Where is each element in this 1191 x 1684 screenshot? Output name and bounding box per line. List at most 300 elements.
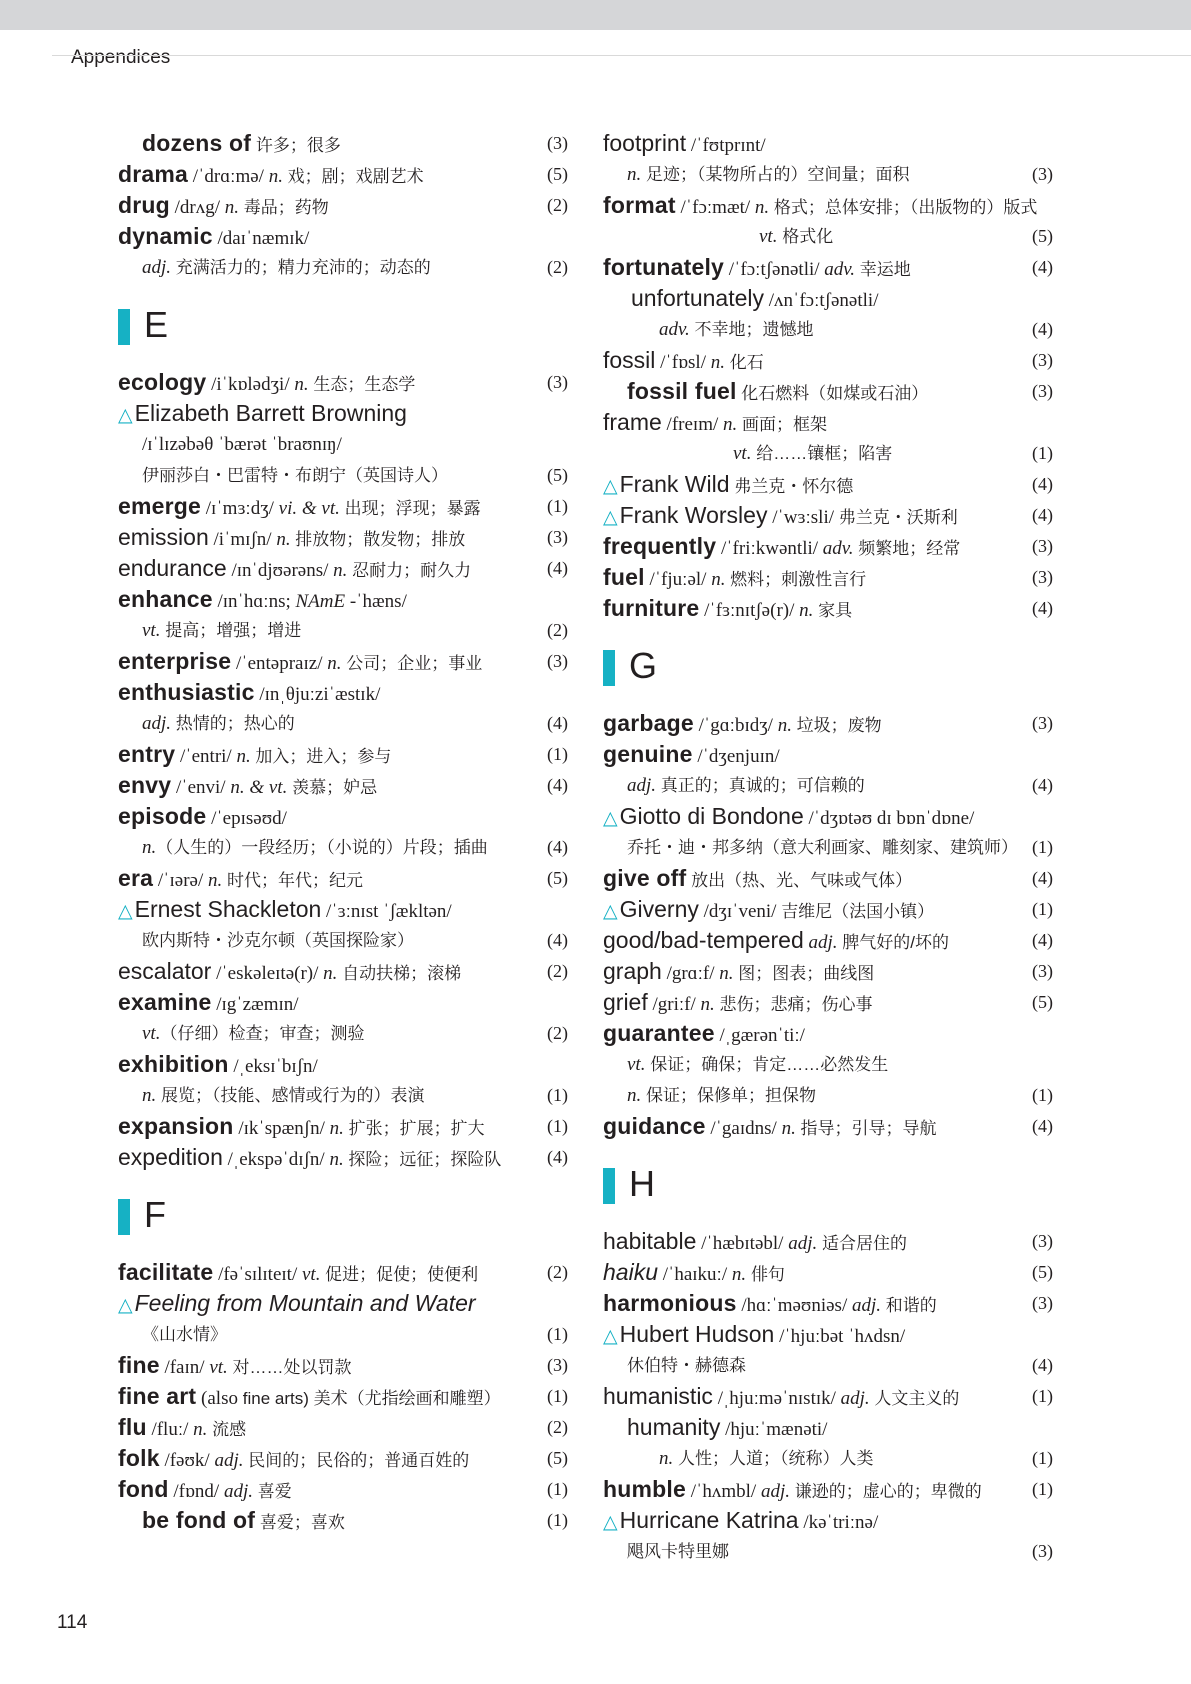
glossary-line <box>118 615 568 646</box>
glossary-line <box>118 925 568 956</box>
headword: humanity <box>627 1414 721 1440</box>
phonetic: /ɪnˈhɑːns; <box>212 591 296 612</box>
definition-text: 人文主义的 <box>869 1389 960 1408</box>
definition-text: 自动扶梯；滚梯 <box>337 964 462 983</box>
part-of-speech: n. <box>327 653 342 674</box>
unit-number: (4) <box>1032 930 1053 950</box>
unit-number: (2) <box>547 1023 568 1043</box>
phonetic: /ˈfriːkwəntli/ <box>716 538 823 559</box>
phonetic: /daɪˈnæmɪk/ <box>212 228 310 249</box>
unit-number: (1) <box>1032 443 1053 463</box>
part-of-speech: adv. <box>659 319 690 340</box>
glossary-line <box>603 562 1053 593</box>
phonetic: /griːf/ <box>647 994 701 1015</box>
glossary-line <box>603 739 1053 770</box>
headword: Frank Wild <box>619 471 730 497</box>
glossary-line <box>118 956 568 987</box>
headword: footprint <box>603 130 687 156</box>
glossary-line <box>603 770 1053 801</box>
phonetic: /ɪˈmɜːdʒ/ <box>201 498 279 519</box>
part-of-speech: adj. <box>627 775 657 796</box>
part-of-speech: n. <box>723 414 738 435</box>
glossary-line <box>603 1474 1053 1505</box>
unit-number: (1) <box>1032 1386 1053 1406</box>
unit-number: (4) <box>547 1147 568 1167</box>
glossary-line <box>603 531 1053 562</box>
unit-number: (4) <box>547 930 568 950</box>
letter-marker-bar <box>118 309 130 345</box>
phonetic: /ˈfʊtprɪnt/ <box>686 135 766 156</box>
part-of-speech: n. <box>781 1118 796 1139</box>
definition-text: fine arts <box>242 1389 304 1408</box>
phonetic: /ˈwɜːsli/ <box>767 507 839 528</box>
glossary-line <box>603 1288 1053 1319</box>
headword: guidance <box>603 1113 706 1139</box>
definition-text: 民间的；民俗的；普通百姓的 <box>243 1451 470 1470</box>
phonetic: /ˈhæbɪtəbl/ <box>696 1233 789 1254</box>
letter-heading <box>603 624 1053 708</box>
definition-text: 展览；（技能、感情或行为的）表演 <box>156 1086 425 1105</box>
part-of-speech: vt. <box>627 1054 646 1075</box>
headword: garbage <box>603 710 694 736</box>
unit-number: (4) <box>1032 257 1053 277</box>
definition-text: 许多；很多 <box>251 136 341 155</box>
part-of-speech: n. <box>142 1085 157 1106</box>
glossary-line <box>603 1412 1053 1443</box>
unit-number: (3) <box>1032 164 1053 184</box>
headword: expedition <box>118 1144 223 1170</box>
glossary-line <box>118 553 568 584</box>
headword: ecology <box>118 369 207 395</box>
glossary-line <box>603 438 1053 469</box>
phonetic: /fluː/ <box>146 1419 194 1440</box>
headword: drama <box>118 161 189 187</box>
unit-number: (1) <box>1032 899 1053 919</box>
letter-marker-bar <box>118 1199 130 1235</box>
phonetic: /ˈɪərə/ <box>153 870 208 891</box>
part-of-speech: adj. <box>851 1295 882 1316</box>
unit-number: (2) <box>547 620 568 640</box>
glossary-line <box>603 1505 1053 1536</box>
glossary-line <box>603 832 1053 863</box>
part-of-speech: n. <box>329 1118 344 1139</box>
letter-marker-bar <box>603 650 615 686</box>
part-of-speech: n. <box>329 1149 344 1170</box>
headword: endurance <box>118 555 227 581</box>
unit-number: (3) <box>547 527 568 547</box>
part-of-speech: adj. <box>214 1450 244 1471</box>
headword: folk <box>118 1445 160 1471</box>
part-of-speech: n. <box>711 569 726 590</box>
headword: facilitate <box>118 1259 214 1285</box>
headword: fortunately <box>603 254 725 280</box>
definition-text: 悲伤；悲痛；伤心事 <box>714 995 873 1014</box>
unit-number: (2) <box>547 257 568 277</box>
headword: examine <box>118 989 212 1015</box>
unit-number: (3) <box>1032 567 1053 587</box>
headword: Giverny <box>619 896 699 922</box>
definition-text: 足迹；（某物所占的）空间量；面积 <box>641 165 910 184</box>
phonetic: /ˈeskəleɪtə(r)/ <box>211 963 324 984</box>
definition-text: 欧内斯特・沙克尔顿（英国探险家） <box>142 931 414 950</box>
headword: exhibition <box>118 1051 229 1077</box>
phonetic: /ˈfɔːmæt/ <box>675 197 755 218</box>
part-of-speech: n. <box>268 166 283 187</box>
glossary-line <box>118 677 568 708</box>
phonetic: /ɪˈlɪzəbəθ ˈbærət ˈbraʊnɪŋ/ <box>142 434 342 455</box>
triangle-icon: △ <box>118 405 133 426</box>
part-of-speech: vt. <box>142 620 161 641</box>
glossary-line <box>118 863 568 894</box>
unit-number: (1) <box>547 1479 568 1499</box>
unit-number: (1) <box>547 496 568 516</box>
unit-number: (1) <box>547 1510 568 1530</box>
phonetic: /iˈmɪʃn/ <box>208 529 277 550</box>
definition-text: ) 美术（尤指绘画和雕塑） <box>303 1389 501 1408</box>
headword: emerge <box>118 493 202 519</box>
unit-number: (3) <box>1032 1231 1053 1251</box>
unit-number: (1) <box>1032 1448 1053 1468</box>
definition-text: 扩张；扩展；扩大 <box>343 1119 485 1138</box>
glossary-line <box>603 1443 1053 1474</box>
letter-heading <box>118 1173 568 1257</box>
headword: habitable <box>603 1228 697 1254</box>
definition-text: 弗兰克・怀尔德 <box>729 477 854 496</box>
headword: unfortunately <box>631 285 764 311</box>
definition-text: 排放物；散发物；排放 <box>290 530 466 549</box>
phonetic: /hɑːˈməʊniəs/ <box>736 1295 852 1316</box>
definition-text: 流感 <box>207 1420 247 1439</box>
headword: frequently <box>603 533 717 559</box>
phonetic: /ˈfɔːtʃənətli/ <box>724 259 825 280</box>
definition-text: 充满活力的；精力充沛的；动态的 <box>171 258 431 277</box>
glossary-line <box>603 1111 1053 1142</box>
headword: furniture <box>603 595 700 621</box>
glossary-line <box>118 1474 568 1505</box>
glossary-column-left <box>118 128 568 1536</box>
letter-marker-bar <box>603 1168 615 1204</box>
headword: humanistic <box>603 1383 713 1409</box>
glossary-line <box>118 1080 568 1111</box>
glossary-line <box>118 801 568 832</box>
phonetic: /ˈfɜːnɪtʃə(r)/ <box>699 600 800 621</box>
unit-number: (2) <box>547 195 568 215</box>
unit-number: (5) <box>1032 226 1053 246</box>
part-of-speech: vt. <box>733 443 752 464</box>
definition-text: 保证；确保；肯定……必然发生 <box>645 1055 889 1074</box>
phonetic: /ˌgærənˈtiː/ <box>714 1025 805 1046</box>
glossary-line <box>118 770 568 801</box>
phonetic: /ˈfjuːəl/ <box>644 569 712 590</box>
definition-text: 垃圾；废物 <box>791 716 882 735</box>
glossary-line <box>603 1319 1053 1350</box>
headword: Giotto di Bondone <box>619 803 804 829</box>
unit-number: (4) <box>1032 598 1053 618</box>
definition-text: 保证；保修单；担保物 <box>641 1086 816 1105</box>
glossary-line <box>603 1536 1053 1567</box>
headword: flu <box>118 1414 147 1440</box>
phonetic: /ˈdʒenjuɪn/ <box>692 746 780 767</box>
part-of-speech: adj. <box>760 1481 790 1502</box>
unit-number: (1) <box>1032 1479 1053 1499</box>
glossary-line <box>118 1288 568 1319</box>
headword: graph <box>603 958 662 984</box>
letter-heading <box>603 1142 1053 1226</box>
glossary-line <box>603 1381 1053 1412</box>
section-title: Appendices <box>71 47 171 68</box>
unit-number: (5) <box>547 164 568 184</box>
unit-number: (3) <box>1032 713 1053 733</box>
glossary-line <box>603 1018 1053 1049</box>
glossary-line <box>603 708 1053 739</box>
unit-number: (4) <box>547 558 568 578</box>
glossary-line <box>118 128 568 159</box>
headword: harmonious <box>603 1290 737 1316</box>
glossary-line <box>603 128 1053 159</box>
glossary-line <box>118 1111 568 1142</box>
phonetic: /ˈhʌmbl/ <box>685 1481 761 1502</box>
glossary-line <box>603 1350 1053 1381</box>
unit-number: (4) <box>1032 1116 1053 1136</box>
phonetic: /dʒɪˈveni/ <box>698 901 782 922</box>
glossary-line <box>118 398 568 429</box>
definition-text: 化石 <box>724 353 764 372</box>
definition-text: 生态；生态学 <box>308 375 416 394</box>
phonetic: /iˈkɒlədʒi/ <box>206 374 295 395</box>
definition-text: 戏；剧；戏剧艺术 <box>282 167 424 186</box>
definition-text: 时代；年代；纪元 <box>222 871 363 890</box>
unit-number: (2) <box>547 1262 568 1282</box>
glossary-line <box>603 987 1053 1018</box>
headword: Frank Worsley <box>619 502 768 528</box>
definition-text: 脾气好的/坏的 <box>837 933 949 952</box>
part-of-speech: n. <box>333 560 348 581</box>
unit-number: (5) <box>1032 992 1053 1012</box>
definition-text: 加入；进入；参与 <box>250 747 392 766</box>
unit-number: (3) <box>1032 381 1053 401</box>
glossary-line <box>118 1049 568 1080</box>
phonetic: /drʌg/ <box>169 197 225 218</box>
glossary-line <box>118 1443 568 1474</box>
definition-text: 和谐的 <box>881 1296 937 1315</box>
headword: Hubert Hudson <box>619 1321 775 1347</box>
part-of-speech: n. <box>659 1448 674 1469</box>
glossary-line <box>118 1319 568 1350</box>
triangle-icon: △ <box>603 1326 618 1347</box>
part-of-speech: n. <box>700 994 715 1015</box>
part-of-speech: n. <box>719 963 734 984</box>
headword: fond <box>118 1476 169 1502</box>
glossary-line <box>603 283 1053 314</box>
part-of-speech: n. <box>710 352 725 373</box>
definition-text: 对……处以罚款 <box>227 1358 352 1377</box>
phonetic: /ˈhjuːbət ˈhʌdsn/ <box>774 1326 906 1347</box>
part-of-speech: adj. <box>840 1388 870 1409</box>
glossary-line <box>603 1080 1053 1111</box>
letter-label: E <box>144 304 169 345</box>
phonetic: (also <box>196 1388 243 1409</box>
part-of-speech: adv. <box>824 259 856 280</box>
glossary-line <box>118 460 568 491</box>
headword: Ernest Shackleton <box>134 896 322 922</box>
phonetic: /ˈhaɪkuː/ <box>657 1264 732 1285</box>
part-of-speech: vt. <box>142 1023 161 1044</box>
glossary-line <box>118 367 568 398</box>
part-of-speech: adj. <box>808 932 838 953</box>
phonetic: /ˌekspəˈdɪʃn/ <box>222 1149 330 1170</box>
phonetic: /ˌeksɪˈbɪʃn/ <box>228 1056 318 1077</box>
part-of-speech: adj. <box>142 257 172 278</box>
phonetic: /kəˈtriːnə/ <box>798 1512 879 1533</box>
definition-text: 格式；总体安排；（出版物的）版式 <box>769 198 1038 217</box>
glossary-line <box>603 500 1053 531</box>
definition-text: 伊丽莎白・巴雷特・布朗宁（英国诗人） <box>142 466 448 485</box>
definition-text: 谦逊的；虚心的；卑微的 <box>789 1482 982 1501</box>
phonetic: /ɪnˈdjʊərəns/ <box>226 560 334 581</box>
headword: Elizabeth Barrett Browning <box>134 400 407 426</box>
phonetic: /ˈentəpraɪz/ <box>231 653 328 674</box>
headword: entry <box>118 741 176 767</box>
definition-text: 促进；促使；使便利 <box>320 1265 479 1284</box>
phonetic: /ˌhjuːməˈnɪstɪk/ <box>712 1388 841 1409</box>
phonetic: /freɪm/ <box>661 414 723 435</box>
glossary-column-right <box>603 128 1053 1567</box>
glossary-line <box>118 894 568 925</box>
headword: fossil <box>603 347 656 373</box>
unit-number: (1) <box>1032 1085 1053 1105</box>
definition-text: 热情的；热心的 <box>171 714 295 733</box>
top-bar <box>0 0 1191 30</box>
unit-number: (3) <box>1032 536 1053 556</box>
headword: give off <box>603 865 687 891</box>
headword: fine <box>118 1352 160 1378</box>
glossary-line <box>118 190 568 221</box>
glossary-line <box>118 646 568 677</box>
headword: fuel <box>603 564 645 590</box>
headword: grief <box>603 989 648 1015</box>
glossary-line <box>118 1505 568 1536</box>
phonetic: /ɪkˈspænʃn/ <box>233 1118 330 1139</box>
definition-text: 指导；引导；导航 <box>795 1119 937 1138</box>
glossary-line <box>118 584 568 615</box>
part-of-speech: NAmE <box>295 591 346 612</box>
glossary-line <box>118 1142 568 1173</box>
definition-text: 《山水情》 <box>142 1325 227 1344</box>
headword: emission <box>118 524 209 550</box>
part-of-speech: adv. <box>822 538 854 559</box>
phonetic: /ˈenvi/ <box>171 777 231 798</box>
headword: frame <box>603 409 662 435</box>
part-of-speech: n. <box>627 1085 642 1106</box>
glossary-line <box>603 1257 1053 1288</box>
phonetic: /ɪgˈzæmɪn/ <box>211 994 299 1015</box>
headword: format <box>603 192 676 218</box>
headword: haiku <box>603 1259 658 1285</box>
definition-text: 吉维尼（法国小镇） <box>781 902 935 921</box>
definition-text: 休伯特・赫德森 <box>627 1356 746 1375</box>
glossary-line <box>603 252 1053 283</box>
definition-text: 公司；企业；事业 <box>341 654 483 673</box>
definition-text: 羡慕；妒忌 <box>287 778 378 797</box>
unit-number: (1) <box>547 1085 568 1105</box>
part-of-speech: n. <box>731 1264 747 1285</box>
unit-number: (4) <box>547 775 568 795</box>
definition-text: 适合居住的 <box>817 1234 907 1253</box>
headword: enthusiastic <box>118 679 255 705</box>
unit-number: (3) <box>1032 1541 1053 1561</box>
unit-number: (4) <box>1032 474 1053 494</box>
unit-number: (4) <box>1032 319 1053 339</box>
part-of-speech: n. <box>142 837 157 858</box>
page-number: 114 <box>57 1612 88 1633</box>
part-of-speech: n. <box>193 1419 208 1440</box>
phonetic: /ˈfɒsl/ <box>655 352 711 373</box>
headword: good/bad-tempered <box>603 927 804 953</box>
part-of-speech: n. <box>799 600 814 621</box>
definition-text: 燃料；刺激性言行 <box>725 570 867 589</box>
part-of-speech: n. & vt. <box>230 777 288 798</box>
triangle-icon: △ <box>603 808 618 829</box>
phonetic: -ˈhæns/ <box>345 591 407 612</box>
phonetic: /faɪn/ <box>159 1357 210 1378</box>
headword: humble <box>603 1476 686 1502</box>
part-of-speech: vt. <box>759 226 778 247</box>
definition-text: 化石燃料（如煤或石油） <box>736 384 929 403</box>
phonetic: /ˈentri/ <box>175 746 237 767</box>
part-of-speech: adj. <box>788 1233 818 1254</box>
glossary-line <box>603 221 1053 252</box>
definition-text: 俳句 <box>746 1265 785 1284</box>
glossary-line <box>603 345 1053 376</box>
definition-text: 忍耐力；耐久力 <box>347 561 472 580</box>
part-of-speech: adj. <box>142 713 172 734</box>
phonetic: /ˈepɪsəʊd/ <box>206 808 287 829</box>
unit-number: (1) <box>1032 837 1053 857</box>
definition-text: 乔托・迪・邦多纳（意大利画家、雕刻家、建筑师） <box>627 838 1018 857</box>
phonetic: /ˈgɑːbɪdʒ/ <box>693 715 778 736</box>
part-of-speech: vi. & vt. <box>278 498 340 519</box>
unit-number: (2) <box>547 961 568 981</box>
triangle-icon: △ <box>603 476 618 497</box>
headword: be fond of <box>142 1507 256 1533</box>
triangle-icon: △ <box>118 901 133 922</box>
definition-text: 给……镶框；陷害 <box>751 444 893 463</box>
phonetic: /hjuːˈmænəti/ <box>720 1419 828 1440</box>
unit-number: (1) <box>547 744 568 764</box>
unit-number: (3) <box>1032 961 1053 981</box>
headword: enhance <box>118 586 213 612</box>
glossary-line <box>603 894 1053 925</box>
unit-number: (3) <box>1032 1293 1053 1313</box>
unit-number: (5) <box>1032 1262 1053 1282</box>
letter-label: F <box>144 1194 166 1235</box>
unit-number: (4) <box>1032 775 1053 795</box>
definition-text: 探险；远征；探险队 <box>343 1150 502 1169</box>
unit-number: (1) <box>547 1116 568 1136</box>
headword: guarantee <box>603 1020 715 1046</box>
part-of-speech: n. <box>208 870 223 891</box>
triangle-icon: △ <box>118 1295 133 1316</box>
glossary-line <box>118 522 568 553</box>
triangle-icon: △ <box>603 1512 618 1533</box>
glossary-line <box>603 801 1053 832</box>
letter-heading <box>118 283 568 367</box>
glossary-line <box>603 469 1053 500</box>
glossary-line <box>118 1257 568 1288</box>
headword: escalator <box>118 958 212 984</box>
definition-text: （人生的）一段经历；（小说的）片段；插曲 <box>156 838 488 857</box>
glossary-line <box>118 1381 568 1412</box>
